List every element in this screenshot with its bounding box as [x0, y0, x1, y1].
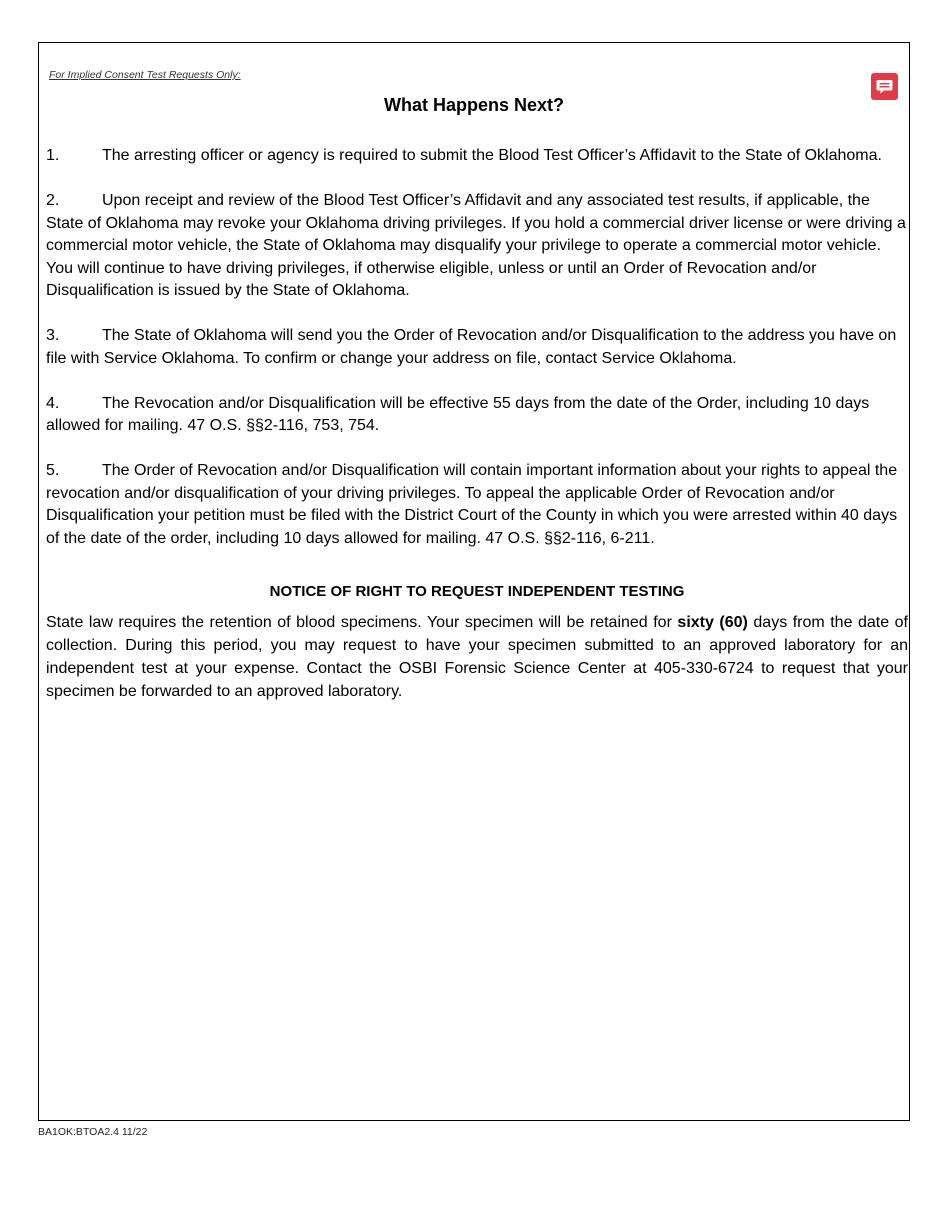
page-title: What Happens Next?	[383, 95, 565, 115]
notice-text-after: days from the date of collection. During this period, you may request to have your specimen submitted to an approved laboratory for an independent test at your expense. Contact the OSBI Forensic Science Center at 405-330-6724 to request that your specimen be forwarded to an approved laboratory.	[46, 614, 909, 700]
paragraph-number: 3.	[46, 327, 60, 344]
paragraph-4	[46, 393, 908, 438]
paragraph-1	[46, 145, 908, 168]
paragraph-number: 2.	[46, 192, 60, 209]
paragraph-text: The State of Oklahoma will send you the Order of Revocation and/or Disqualification to the address you have on file with Service Oklahoma. To confirm or change your address on file, contact Service Oklahoma.	[46, 327, 897, 367]
paragraph-text: Upon receipt and review of the Blood Test Officer’s Affidavit and any associated test results, if applicable, the State of Oklahoma may revoke your Oklahoma driving privileges. If you hold a commercial driver license or were driving a commercial motor vehicle, the State of Oklahoma may disqualify your privilege to operate a commercial motor vehicle. You will continue to have driving privileges, if otherwise eligible, unless or until an Order of Revocation and/or Disqualification is issued by the State of Oklahoma.	[46, 192, 906, 299]
form-code: BA1OK:BTOA2.4 11/22	[38, 1126, 148, 1138]
notice-retention-period: sixty (60)	[677, 614, 748, 631]
notice-heading: NOTICE OF RIGHT TO REQUEST INDEPENDENT TESTING	[269, 582, 685, 600]
paragraph-number: 5.	[46, 462, 60, 479]
paragraph-2	[46, 190, 908, 303]
paragraph-text: The arresting officer or agency is required to submit the Blood Test Officer’s Affidavit to the State of Oklahoma.	[102, 147, 882, 164]
paragraph-number: 1.	[46, 147, 60, 164]
paragraph-number: 4.	[46, 394, 60, 412]
notice-text-before: State law requires the retention of blood specimens. Your specimen will be retained for	[46, 614, 678, 631]
document-body	[46, 145, 908, 703]
paragraph-3	[46, 325, 908, 370]
paragraph-text: The Order of Revocation and/or Disqualification will contain important information about your rights to appeal the revocation and/or disqualification of your driving privileges. To appeal the applicable Order of Revocation and/or Disqualification your petition must be filed with the District Court of the County in which you were arrested within 40 days of the date of the order, including 10 days allowed for mailing. 47 O.S. §§2-116, 6-211.	[46, 462, 898, 547]
implied-consent-note: For Implied Consent Test Requests Only:	[49, 69, 241, 81]
paragraph-5	[46, 460, 908, 550]
notice-body	[46, 611, 908, 703]
paragraph-text: The Revocation and/or Disqualification will be effective 55 days from the date of the Order, including 10 days allowed for mailing. 47 O.S. §§2-116, 753, 754.	[46, 394, 870, 434]
